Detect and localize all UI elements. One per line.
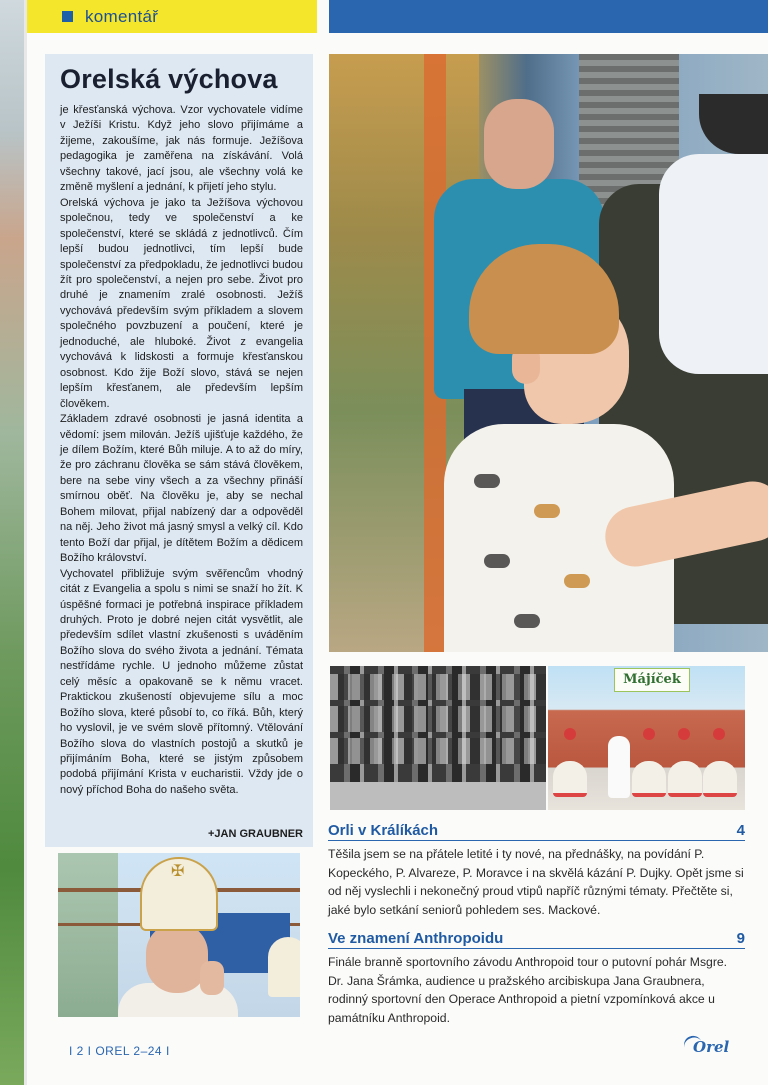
folk-dance-photo bbox=[548, 666, 745, 810]
photo-edge-strip bbox=[0, 0, 27, 1085]
section-header bbox=[27, 0, 317, 33]
cross-icon: ✠ bbox=[171, 863, 185, 880]
contents-entry-header bbox=[328, 930, 745, 949]
photo-mitre-second bbox=[268, 937, 300, 997]
article-paragraph: Orelská výchova je jako ta Ježíšova výchovou společnou, tedy ve společenství a ke společenství, které se skládá z jednotlivců. Čím lepší budou jednotlivci, tím lepší bude společenství za předpokladu, že jednotlivci budou žít pro společenství, a nejen pro sebe. Život pro druhé je znamením zralé osobnosti. Ježíš vychovává především svým příkladem a slovem společného povzbuzení a poučení, které je jednoduché, ale hluboké. Život z evangelia vychovává k lidskosti a formuje křesťanskou osobnost. Kdo žije Boží slovo, stává se nejen lepším křesťanem, ale především lepším člověkem. bbox=[60, 196, 303, 410]
contents-entry-title[interactable]: Orli v Králíkách bbox=[328, 822, 439, 839]
contents-entry-page: 4 bbox=[736, 822, 745, 839]
photo-hand bbox=[200, 961, 224, 995]
photo-tree bbox=[58, 853, 118, 1017]
dancer-skirt bbox=[632, 761, 666, 797]
photo-floor bbox=[330, 782, 546, 810]
shirt-cat-pattern bbox=[484, 554, 510, 568]
dancer bbox=[608, 736, 630, 798]
footer-logo: Orel bbox=[693, 1038, 730, 1056]
dancer-skirt bbox=[553, 761, 587, 797]
historic-group-photo bbox=[330, 666, 546, 810]
photo-boy bbox=[444, 244, 744, 652]
dancer-headwear bbox=[564, 728, 576, 740]
dancer-skirt bbox=[668, 761, 702, 797]
shirt-cat-pattern bbox=[534, 504, 560, 518]
boy-hair bbox=[469, 244, 619, 354]
dancer-headwear bbox=[678, 728, 690, 740]
contents-entry-description: Finále branně sportovního závodu Anthropoid tour o putovní pohár Msgre. Dr. Jana Šrámka, audience u pražského arcibiskupa Jana Graubnera, rodinný sportovní den Operace Anthropoid a pietní vzpomínková akce u památníku Anthropoid. bbox=[328, 955, 728, 1025]
contents-entry-description: Těšila jsem se na přátele letité i ty nové, na přednášky, na povídání P. Kopeckého, P. Alvareze, P. Moravce i na skvělá kázání P. Dujky. Opět jsme si od něj vyslechli i nekonečný proud vtipů napříč různými tématy. Přečtěte si, jaké bylo setkání seniorů pohledem ses. Mackové. bbox=[328, 847, 744, 917]
section-label: komentář bbox=[85, 6, 159, 26]
article-paragraph: Základem zdravé osobnosti je jasná identita a vědomí: jsem milován. Ježíš ujišťuje každého, že je dílem Božím, které Bůh miluje. A to až do míry, že pro záchranu člověka se sám stává člověkem, bere na sebe viny všech a za všechny přináší smírnou oběť. Na člověku je, aby se nechal Bohem milovat, přijal nabízený dar a odpověděl na něj. Jeho život má jasný smysl a velký cíl. Kdo tento Boží dar přijal, je dítětem Božím a dědicem Božího království. bbox=[60, 413, 303, 565]
person-hat bbox=[699, 94, 768, 154]
dancer-headwear bbox=[643, 728, 655, 740]
man-head bbox=[484, 99, 554, 189]
article-paragraph: je křesťanská výchova. Vzor vychovatele vidíme v Ježíši Kristu. Když jeho slovo přijímáme a žijeme, zakoušíme, jak nás formuje. Ježíšova pedagogika je zaměřena na získávání. Volá všechny takové, jací jsou, ale všechny volá ke změně myšlení a jednání, k přijetí jeho stylu. bbox=[60, 104, 303, 194]
main-photo-boy bbox=[329, 54, 768, 652]
shirt-cat-pattern bbox=[564, 574, 590, 588]
header-square-icon bbox=[62, 11, 73, 22]
contents-entry[interactable] bbox=[328, 930, 745, 1027]
shirt-cat-pattern bbox=[514, 614, 540, 628]
article-title: Orelská výchova bbox=[60, 64, 278, 94]
article-body bbox=[60, 103, 303, 798]
photo-row bbox=[330, 738, 546, 764]
photo-face bbox=[146, 923, 208, 993]
dancer-headwear bbox=[713, 728, 725, 740]
photo-row bbox=[330, 706, 546, 732]
contents-entry-title[interactable]: Ve znamení Anthropoidu bbox=[328, 930, 504, 947]
article-paragraph: Vychovatel přibližuje svým svěřencům vhodný citát z Evangelia a spolu s nimi se snaží ho žít. K úspěšné formaci je potřebná inspirace příkladem druhých. Proto je dobré nejen citát vysvětlit, ale především sdílet vlastní zkušenosti s uváděním Božího slova do svého života a jednání. Témata nestřídáme rychle. U jednoho můžeme zůstat celý měsíc a opakovaně se k němu vracet. Praktickou zkušeností objevujeme sílu a moc Božího slova, které působí to, co říká. Bůh, který ho vyslovil, je ve svém slově přítomný. Vtělování Božího slova do vlastních postojů a skutků je přijímáním Boha, které se jistým způsobem podobá přijímání Krista v eucharistii. Vždy jde o nový příchod Boha do našeho světa. bbox=[60, 567, 303, 796]
top-blue-bar bbox=[329, 0, 768, 33]
article-author: +JAN GRAUBNER bbox=[207, 828, 303, 840]
shirt-cat-pattern bbox=[474, 474, 500, 488]
footer-page-info: I 2 I OREL 2–24 I bbox=[69, 1044, 170, 1058]
contents-entry-header bbox=[328, 822, 745, 841]
majicek-sign: Májíček bbox=[614, 668, 690, 692]
photo-row bbox=[330, 674, 546, 700]
dancer-skirt bbox=[703, 761, 737, 797]
contents-entry-page: 9 bbox=[736, 930, 745, 947]
bishop-portrait-photo bbox=[58, 853, 300, 1017]
contents-entry[interactable] bbox=[328, 822, 745, 919]
